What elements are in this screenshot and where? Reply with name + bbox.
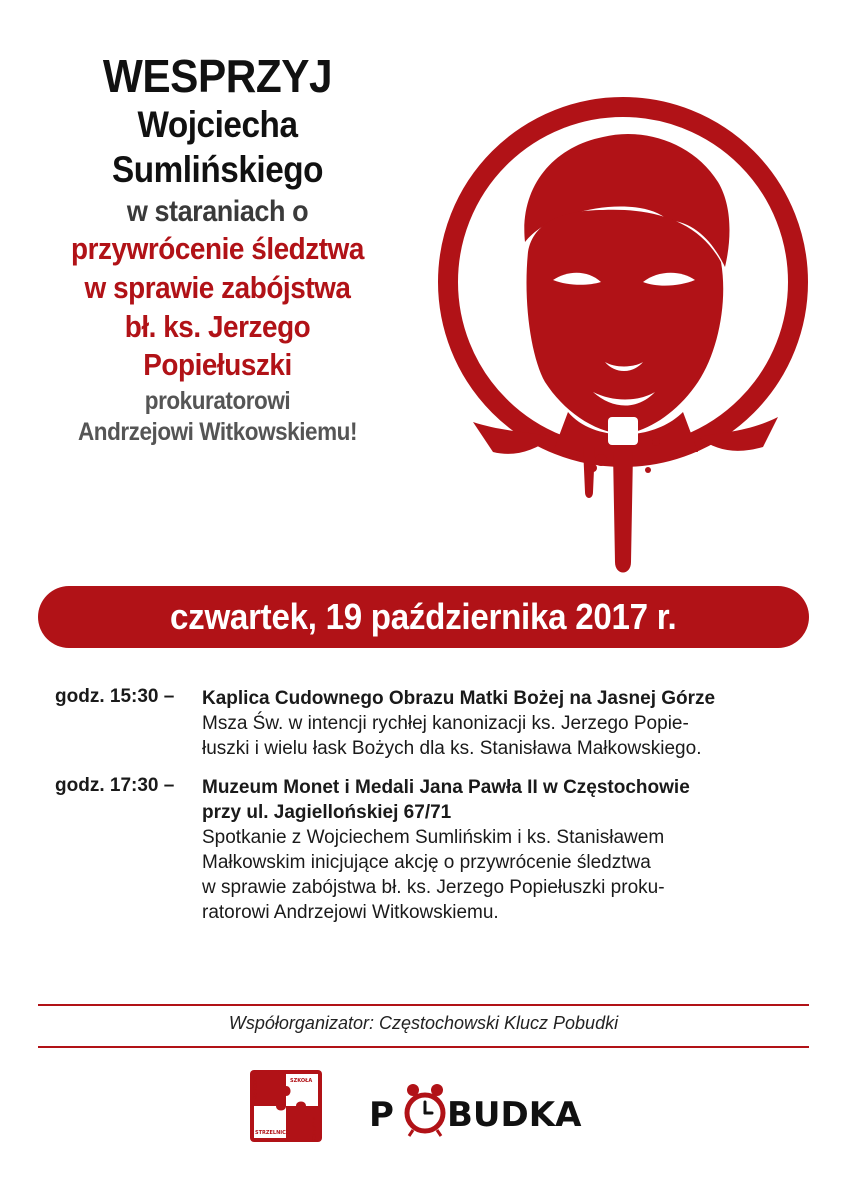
event-item <box>55 775 815 925</box>
alarm-clock-icon <box>407 1084 443 1136</box>
event-details <box>202 686 815 761</box>
pobudka-logo <box>365 1076 585 1140</box>
coorganizer-text: Współorganizator: Częstochowski Klucz Pobudki <box>228 1013 619 1033</box>
headline-case: w sprawie zabójstwa <box>84 270 351 306</box>
headline-prosecutor: prokuratorowi <box>144 386 291 415</box>
event-place: Kaplica Cudownego Obrazu Matki Bożej na Jasnej Górze <box>202 688 716 709</box>
event-description-line: Spotkanie z Wojciechem Sumlińskim i ks. Stanisławem <box>202 827 665 848</box>
divider-bottom <box>38 1046 809 1048</box>
event-item <box>55 686 815 761</box>
headline-surname: Popiełuszki <box>143 347 292 383</box>
headline-efforts: w staraniach o <box>126 194 309 228</box>
event-time: godz. 15:30 – <box>55 686 175 707</box>
headline <box>20 52 415 450</box>
puzzle-word: SZKOŁA <box>290 1078 313 1084</box>
event-details <box>202 775 815 925</box>
headline-support: WESPRZYJ <box>102 50 333 102</box>
puzzle-word: MENNICA <box>310 1116 316 1142</box>
event-description-line: Małkowskim inicjujące akcję o przywrócenie śledztwa <box>202 852 651 873</box>
headline-name-last: Sumlińskiego <box>111 149 324 191</box>
puzzle-word: HARCOK <box>253 1076 259 1100</box>
headline-restore: przywrócenie śledztwa <box>71 231 364 267</box>
puzzle-word: STRZELNICA <box>255 1130 290 1136</box>
event-description-line: ratorowi Andrzejowi Witkowskiemu. <box>202 902 499 923</box>
date-banner-text: czwartek, 19 października 2017 r. <box>170 596 677 637</box>
date-banner <box>38 586 809 648</box>
puzzle-logo-icon <box>250 1070 322 1142</box>
pobudka-letter-p: P <box>369 1095 394 1135</box>
priest-portrait-icon <box>433 92 813 587</box>
headline-priest: bł. ks. Jerzego <box>124 308 311 344</box>
event-schedule <box>55 686 815 939</box>
event-description-line: w sprawie zabójstwa bł. ks. Jerzego Popiełuszki proku- <box>202 877 665 898</box>
event-time: godz. 17:30 – <box>55 775 175 796</box>
headline-prosecutor-name: Andrzejowi Witkowskiemu! <box>77 417 358 446</box>
headline-name-first: Wojciecha <box>137 104 298 146</box>
event-description-line: Msza Św. w intencji rychłej kanonizacji ks. Jerzego Popie- <box>202 713 689 734</box>
divider-top <box>38 1004 809 1006</box>
event-description-line: łuszki i wielu łask Bożych dla ks. Stanisława Małkowskiego. <box>202 738 702 759</box>
event-address: przy ul. Jagiellońskiej 67/71 <box>202 802 452 823</box>
pobudka-letters: BUDKA <box>447 1095 582 1135</box>
event-place: Muzeum Monet i Medali Jana Pawła II w Częstochowie <box>202 777 690 798</box>
